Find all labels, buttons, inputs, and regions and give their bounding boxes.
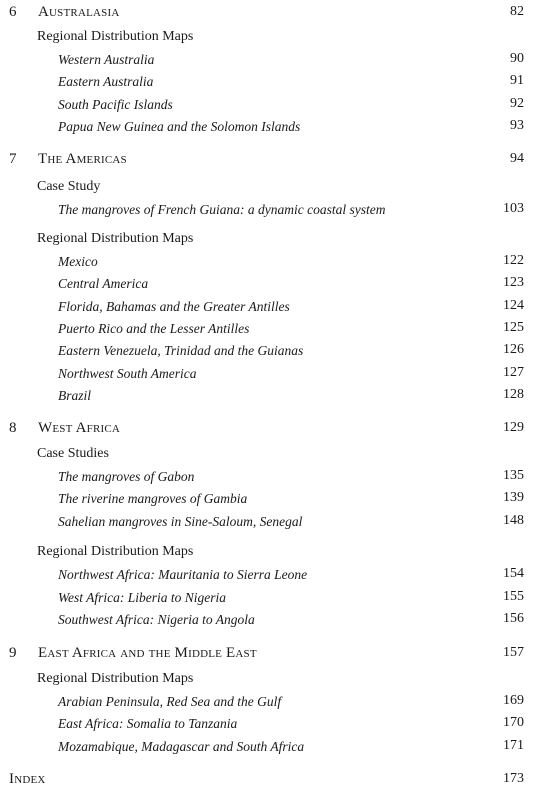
chapter-8-entry: [0, 420, 540, 440]
toc-item: [0, 253, 540, 273]
section-heading: [0, 178, 540, 198]
index-title: Index: [9, 771, 46, 787]
section-heading: [0, 445, 540, 465]
toc-item-title: Southwest Africa: Nigeria to Angola: [58, 612, 255, 627]
toc-item: [0, 589, 540, 609]
page-number: 154: [503, 566, 524, 581]
toc-item: [0, 342, 540, 362]
toc-item-title: Puerto Rico and the Lesser Antilles: [58, 321, 250, 336]
page-number: 129: [503, 420, 524, 435]
section-heading: [0, 670, 540, 690]
toc-item-title: Northwest South America: [58, 366, 197, 381]
index-entry: [0, 771, 540, 791]
page-number: 93: [510, 118, 524, 133]
chapter-7-entry: [0, 151, 540, 171]
section-title: Regional Distribution Maps: [37, 29, 194, 44]
section-title: Regional Distribution Maps: [37, 231, 194, 246]
toc-item: [0, 468, 540, 488]
toc-item: [0, 320, 540, 340]
chapter-number: 6: [9, 4, 17, 20]
toc-item: [0, 96, 540, 116]
page-number: 135: [503, 468, 524, 483]
section-heading: [0, 28, 540, 48]
toc-item-title: Arabian Peninsula, Red Sea and the Gulf: [58, 694, 282, 709]
toc-item-title: South Pacific Islands: [58, 97, 173, 112]
toc-item-title: Eastern Venezuela, Trinidad and the Guianas: [58, 343, 304, 358]
toc-item-title: Sahelian mangroves in Sine-Saloum, Senegal: [58, 514, 303, 529]
toc-item: [0, 738, 540, 758]
toc-item: [0, 693, 540, 713]
toc-item-title: East Africa: Somalia to Tanzania: [58, 716, 238, 731]
chapter-title: East Africa and the Middle East: [38, 645, 257, 661]
toc-item: [0, 387, 540, 407]
page-number: 171: [503, 738, 524, 753]
toc-item: [0, 611, 540, 631]
chapter-9-entry: [0, 645, 540, 665]
page-number: 124: [503, 298, 524, 313]
chapter-title: West Africa: [38, 420, 121, 436]
page-number: 170: [503, 715, 524, 730]
chapter-number: 9: [9, 645, 17, 661]
toc-item-title: Brazil: [58, 388, 92, 403]
chapter-6-entry: [0, 4, 540, 24]
toc-item: [0, 275, 540, 295]
toc-item-title: The mangroves of French Guiana: a dynamic coastal system: [58, 202, 386, 217]
toc-item-title: The mangroves of Gabon: [58, 469, 195, 484]
page-number: 94: [510, 151, 524, 166]
page-number: 103: [503, 201, 524, 216]
toc-item: [0, 490, 540, 510]
toc-item-title: Northwest Africa: Mauritania to Sierra Leone: [58, 567, 308, 582]
page-number: 123: [503, 275, 524, 290]
toc-item-title: West Africa: Liberia to Nigeria: [58, 590, 227, 605]
page-number: 173: [503, 771, 524, 786]
toc-item: [0, 566, 540, 586]
page-number: 128: [503, 387, 524, 402]
page-number: 169: [503, 693, 524, 708]
chapter-title: The Americas: [38, 151, 127, 167]
page-number: 148: [503, 513, 524, 528]
page-number: 91: [510, 73, 524, 88]
toc-item: [0, 298, 540, 318]
section-heading: [0, 230, 540, 250]
page-number: 90: [510, 51, 524, 66]
page-number: 126: [503, 342, 524, 357]
toc-item-title: Papua New Guinea and the Solomon Islands: [58, 119, 301, 134]
toc-item: [0, 118, 540, 138]
page-number: 139: [503, 490, 524, 505]
toc-item-title: Western Australia: [58, 52, 155, 67]
toc-item: [0, 715, 540, 735]
page-number: 157: [503, 645, 524, 660]
chapter-number: 8: [9, 420, 17, 436]
section-title: Regional Distribution Maps: [37, 544, 194, 559]
chapter-number: 7: [9, 151, 17, 167]
toc-item-title: The riverine mangroves of Gambia: [58, 491, 248, 506]
toc-item: [0, 513, 540, 533]
toc-item: [0, 365, 540, 385]
page-number: 82: [510, 4, 524, 19]
toc-item-title: Central America: [58, 276, 149, 291]
page-number: 125: [503, 320, 524, 335]
toc-item-title: Florida, Bahamas and the Greater Antilles: [58, 299, 290, 314]
toc-item: [0, 201, 540, 221]
page-number: 127: [503, 365, 524, 380]
toc-item: [0, 51, 540, 71]
page-number: 156: [503, 611, 524, 626]
section-title: Case Studies: [37, 446, 109, 461]
toc-item: [0, 73, 540, 93]
page-number: 155: [503, 589, 524, 604]
page-number: 122: [503, 253, 524, 268]
section-title: Regional Distribution Maps: [37, 671, 194, 686]
chapter-title: Australasia: [38, 4, 120, 20]
page-number: 92: [510, 96, 524, 111]
toc-item-title: Eastern Australia: [58, 74, 154, 89]
toc-item-title: Mexico: [58, 254, 98, 269]
toc-item-title: Mozamabique, Madagascar and South Africa: [58, 739, 305, 754]
section-heading: [0, 543, 540, 563]
section-title: Case Study: [37, 179, 101, 194]
